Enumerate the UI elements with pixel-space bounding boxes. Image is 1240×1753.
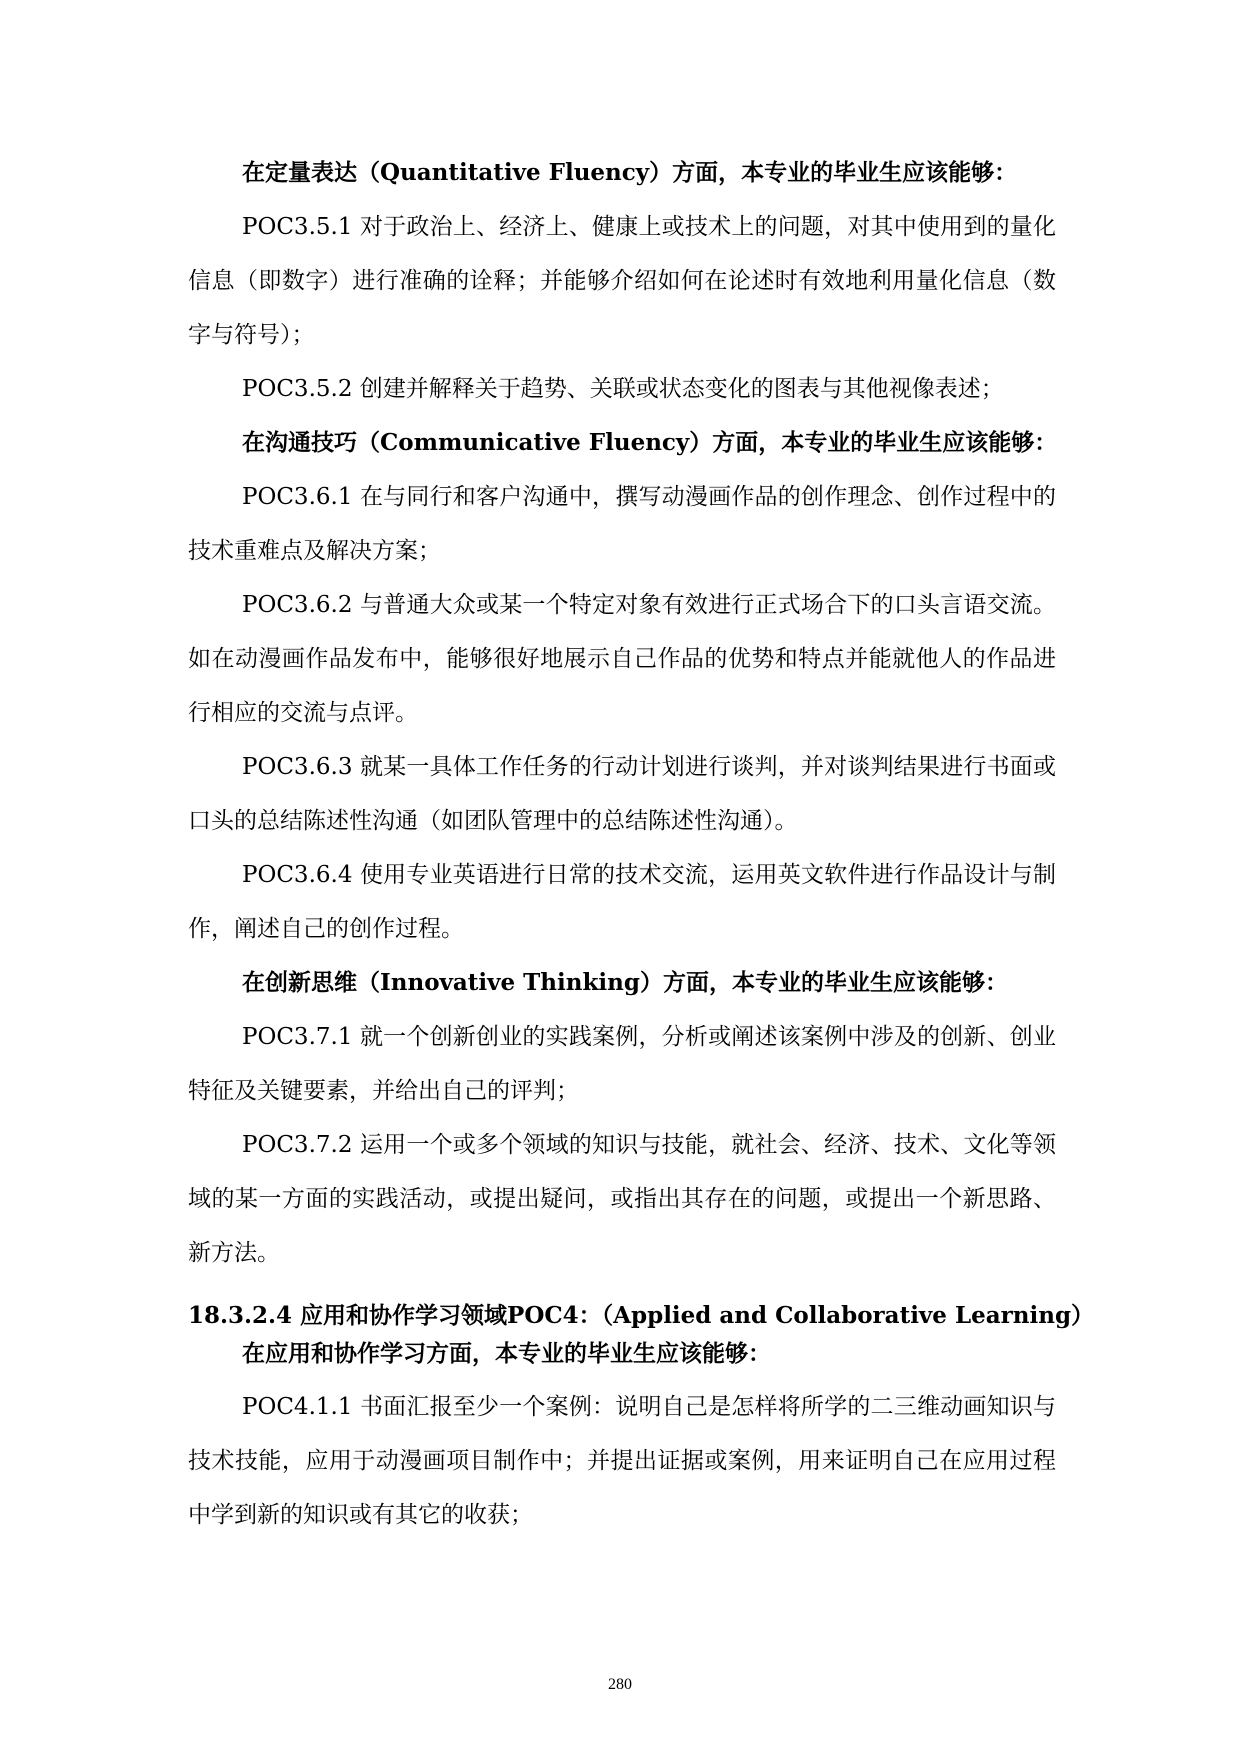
section-subtitle: 在应用和协作学习方面，本专业的毕业生应该能够：	[242, 1340, 771, 1367]
heading-communicative-fluency: 在沟通技巧（Communicative Fluency）方面，本专业的毕业生应该能够：	[242, 429, 1058, 456]
heading-quantitative-fluency: 在定量表达（Quantitative Fluency）方面，本专业的毕业生应该能够：	[242, 159, 1018, 186]
item-poc3-5-1: POC3.5.1 对于政治上、经济上、健康上或技术上的问题，对其中使用到的量化信息（即数字）进行准确的诠释；并能够介绍如何在论述时有效地利用量化信息（数字与符号）；	[188, 214, 1056, 348]
item-poc3-6-1: POC3.6.1 在与同行和客户沟通中，撰写动漫画作品的创作理念、创作过程中的技术重难点及解决方案；	[188, 484, 1056, 564]
section-title: 18.3.2.4 应用和协作学习领域POC4：（Applied and Collaborative Learning）	[188, 1302, 1095, 1329]
item-poc3-5-2: POC3.5.2 创建并解释关于趋势、关联或状态变化的图表与其他视像表述；	[242, 376, 1004, 402]
item-poc4-1-1: POC4.1.1 书面汇报至少一个案例：说明自己是怎样将所学的二三维动画知识与技术技能，应用于动漫画项目制作中；并提出证据或案例，用来证明自己在应用过程中学到新的知识或有其它的收获；	[188, 1394, 1056, 1528]
page-content	[188, 146, 1095, 1542]
item-poc3-6-2: POC3.6.2 与普通大众或某一个特定对象有效进行正式场合下的口头言语交流。如在动漫画作品发布中，能够很好地展示自己作品的优势和特点并能就他人的作品进行相应的交流与点评。	[188, 592, 1056, 726]
heading-innovative-thinking: 在创新思维（Innovative Thinking）方面，本专业的毕业生应该能够：	[242, 969, 1008, 996]
section-poc4	[188, 1298, 1095, 1542]
item-poc3-6-3: POC3.6.3 就某一具体工作任务的行动计划进行谈判，并对谈判结果进行书面或口头的总结陈述性沟通（如团队管理中的总结陈述性沟通）。	[188, 754, 1056, 834]
item-poc3-7-2: POC3.7.2 运用一个或多个领域的知识与技能，就社会、经济、技术、文化等领域的某一方面的实践活动，或提出疑问，或指出其存在的问题，或提出一个新思路、新方法。	[188, 1132, 1056, 1266]
item-poc3-7-1: POC3.7.1 就一个创新创业的实践案例，分析或阐述该案例中涉及的创新、创业特征及关键要素，并给出自己的评判；	[188, 1024, 1056, 1104]
section-body-text	[188, 1380, 1056, 1542]
body-text	[188, 146, 1056, 1280]
page-number: 280	[608, 1676, 632, 1693]
item-poc3-6-4: POC3.6.4 使用专业英语进行日常的技术交流，运用英文软件进行作品设计与制作，阐述自己的创作过程。	[188, 862, 1056, 942]
